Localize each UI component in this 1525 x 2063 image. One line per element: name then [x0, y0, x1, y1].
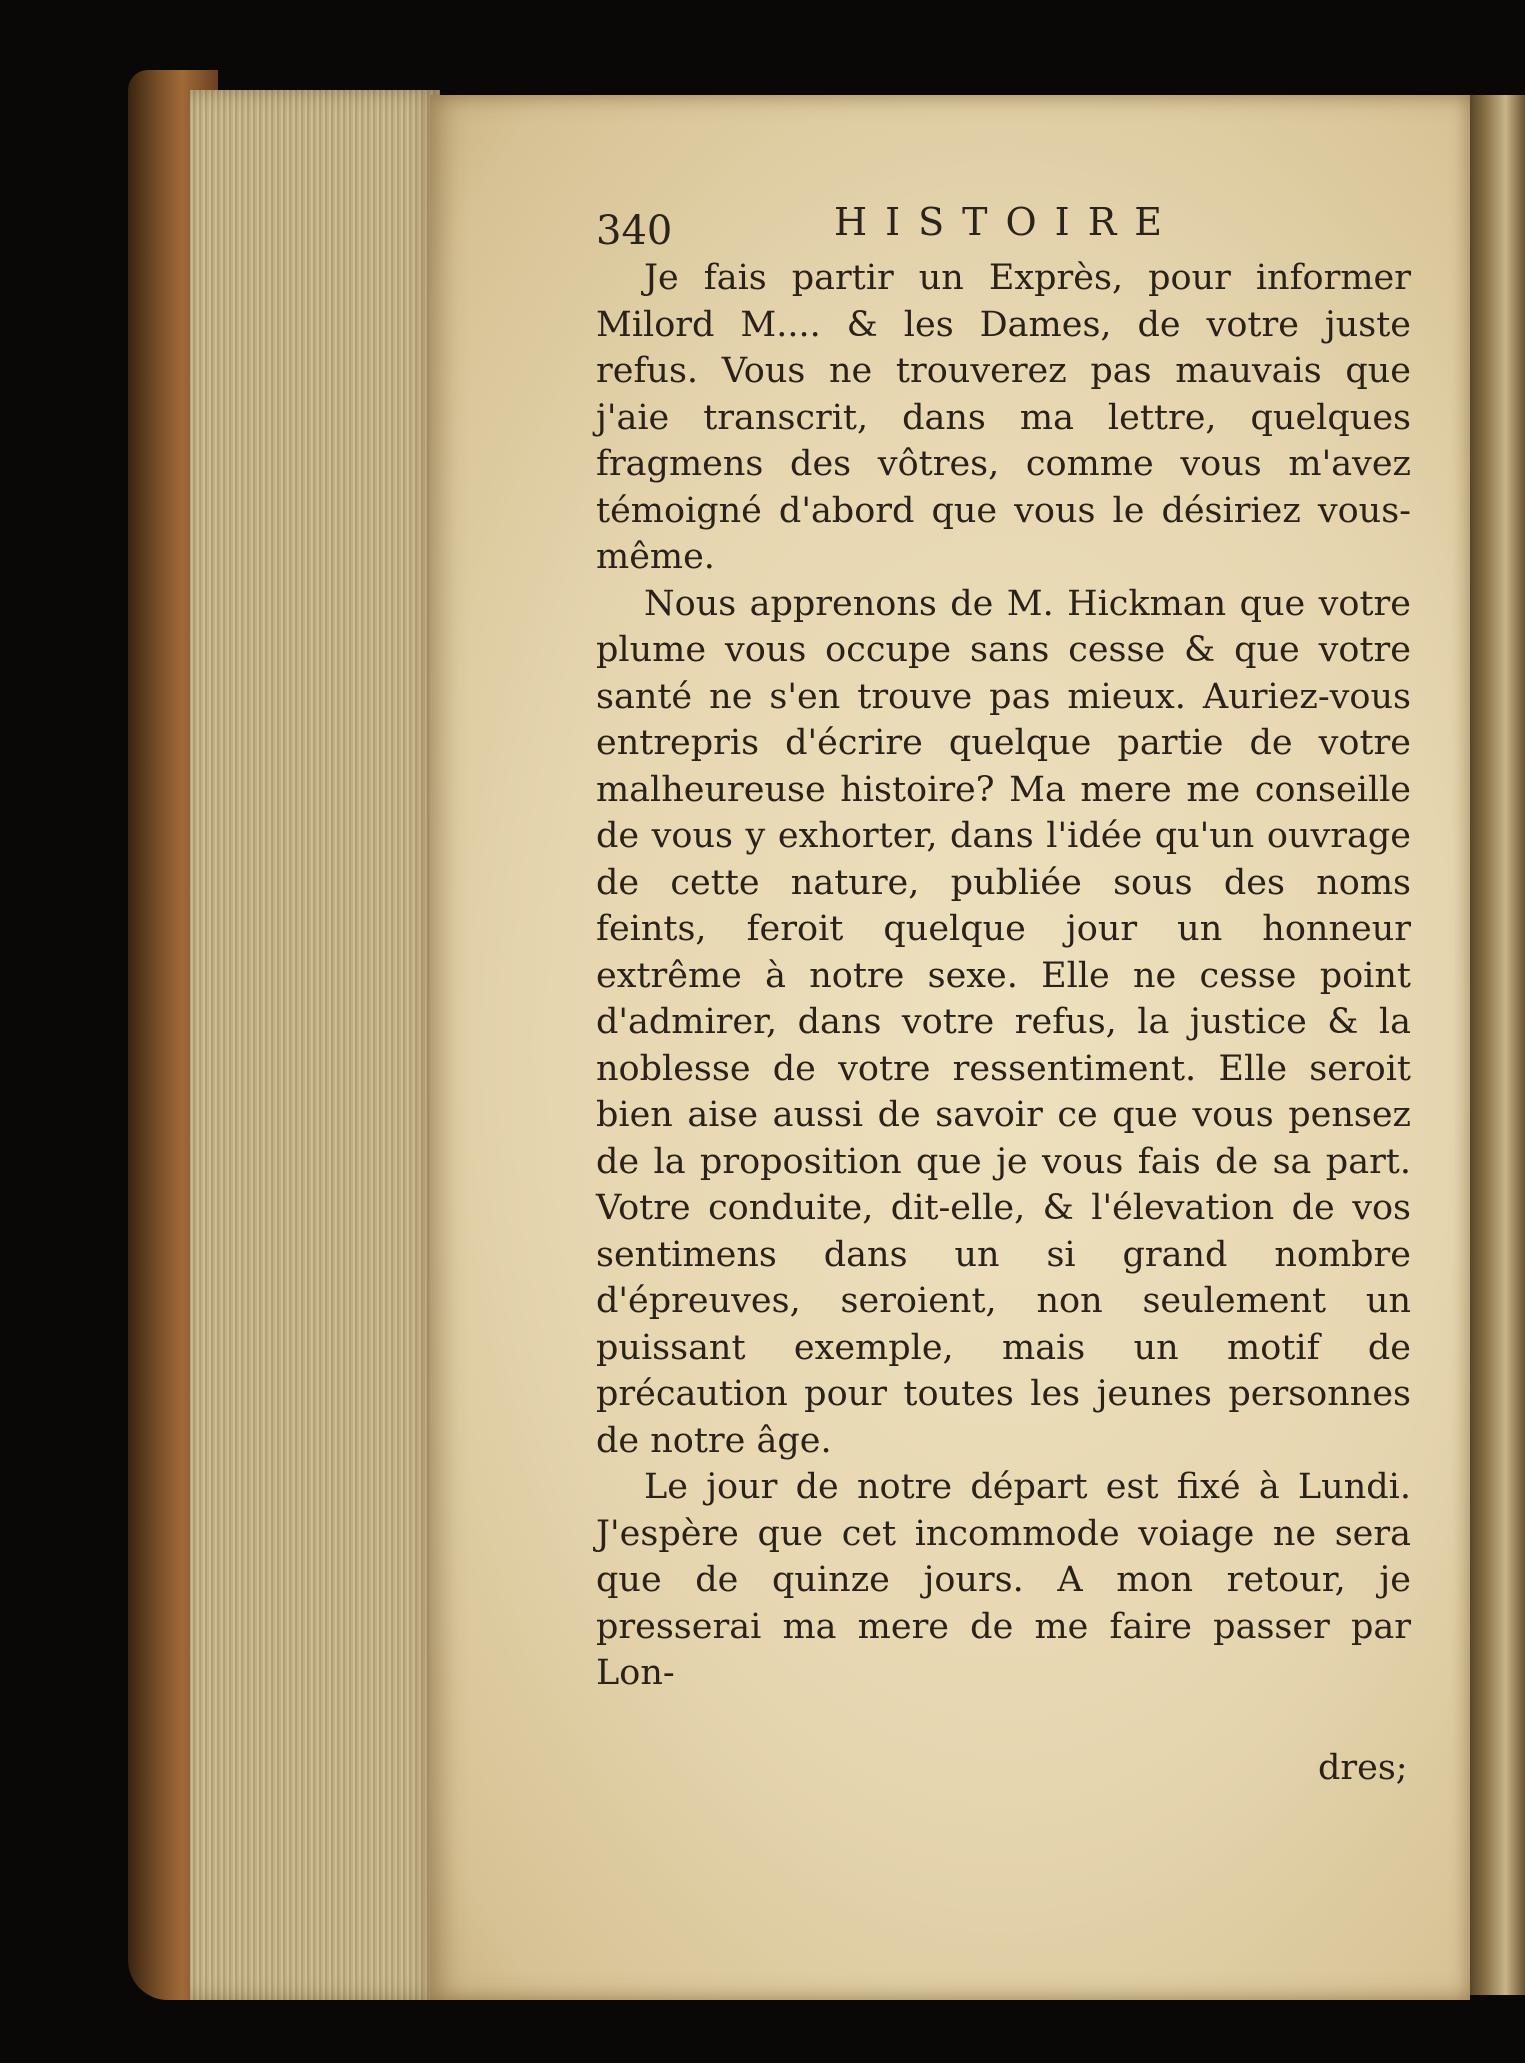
running-head [596, 200, 1196, 260]
body-text [596, 255, 1411, 1697]
catchword: dres; [1318, 1748, 1408, 1788]
running-head-title: HISTOIRE [834, 200, 1181, 244]
paragraph-1: Je fais partir un Exprès, pour informer Milord M.... & les Dames, de votre juste refus. Vous ne trouverez pas mauvais que j'aie transcrit, dans ma lettre, quelques fragmens des vôtres, comme vous m'avez témoigné d'abord que vous le désiriez vous-même. [596, 258, 1411, 577]
page-edges [190, 90, 440, 2000]
page-number: 340 [596, 208, 673, 254]
paragraph-2: Nous apprenons de M. Hickman que votre plume vous occupe sans cesse & que votre santé ne s'en trouve pas mieux. Auriez-vous entrepris d'écrire quelque partie de votre malheureuse histoire? Ma mere me conseille de vous y exhorter, dans l'idée qu'un ouvrage de cette nature, publiée sous des noms feints, feroit quelque jour un honneur extrême à notre sexe. Elle ne cesse point d'admirer, dans votre refus, la justice & la noblesse de votre ressentiment. Elle seroit bien aise aussi de savoir ce que vous pensez de la proposition que je vous fais de sa part. Votre conduite, dit-elle, & l'élevation de vos sentimens dans un si grand nombre d'épreuves, seroient, non seulement un puissant exemple, mais un motif de précaution pour toutes les jeunes personnes de notre âge. [596, 583, 1411, 1461]
paragraph-3: Le jour de notre départ est fixé à Lundi. J'espère que cet incommode voiage ne sera que de quinze jours. A mon retour, je presserai ma mere de me faire passer par Lon- [596, 1467, 1411, 1693]
